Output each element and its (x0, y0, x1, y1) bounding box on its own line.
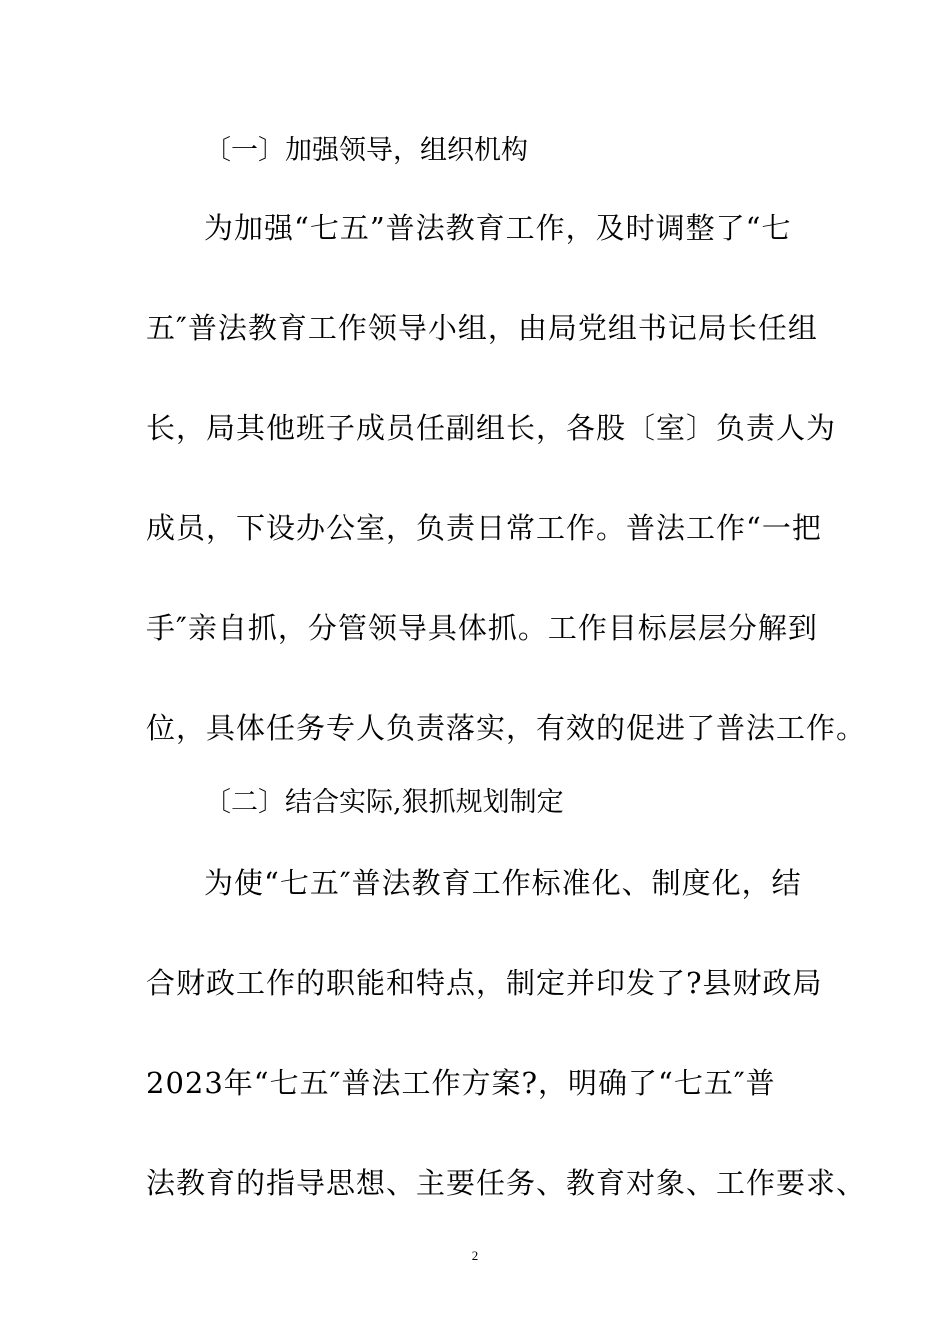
paragraph-line: 手″亲自抓，分管领导具体抓。工作目标层层分解到 (146, 611, 818, 645)
paragraph-line: 五″普法教育工作领导小组，由局党组书记局长任组 (146, 311, 818, 345)
paragraph-line: 2023年“七五″普法工作方案?，明确了“七五″普 (146, 1066, 776, 1100)
paragraph-line: 位，具体任务专人负责落实，有效的促进了普法工作。 (146, 711, 867, 745)
section-heading-1: 〔一〕加强领导，组织机构 (204, 135, 528, 166)
page-number: 2 (471, 1248, 479, 1263)
paragraph-line: 为使“七五″普法教育工作标准化、制度化，结 (204, 866, 802, 900)
paragraph-line: 为加强“七五”普法教育工作，及时调整了“七 (204, 211, 792, 245)
paragraph-line: 长，局其他班子成员任副组长，各股〔室〕负责人为 (146, 411, 837, 445)
section-heading-2: 〔二〕结合实际,狠抓规划制定 (204, 787, 564, 818)
paragraph-line: 成员，下设办公室，负责日常工作。普法工作“一把 (146, 511, 822, 545)
paragraph-line: 合财政工作的职能和特点，制定并印发了?县财政局 (146, 966, 823, 1000)
paragraph-line: 法教育的指导思想、主要任务、教育对象、工作要求、 (146, 1166, 867, 1200)
